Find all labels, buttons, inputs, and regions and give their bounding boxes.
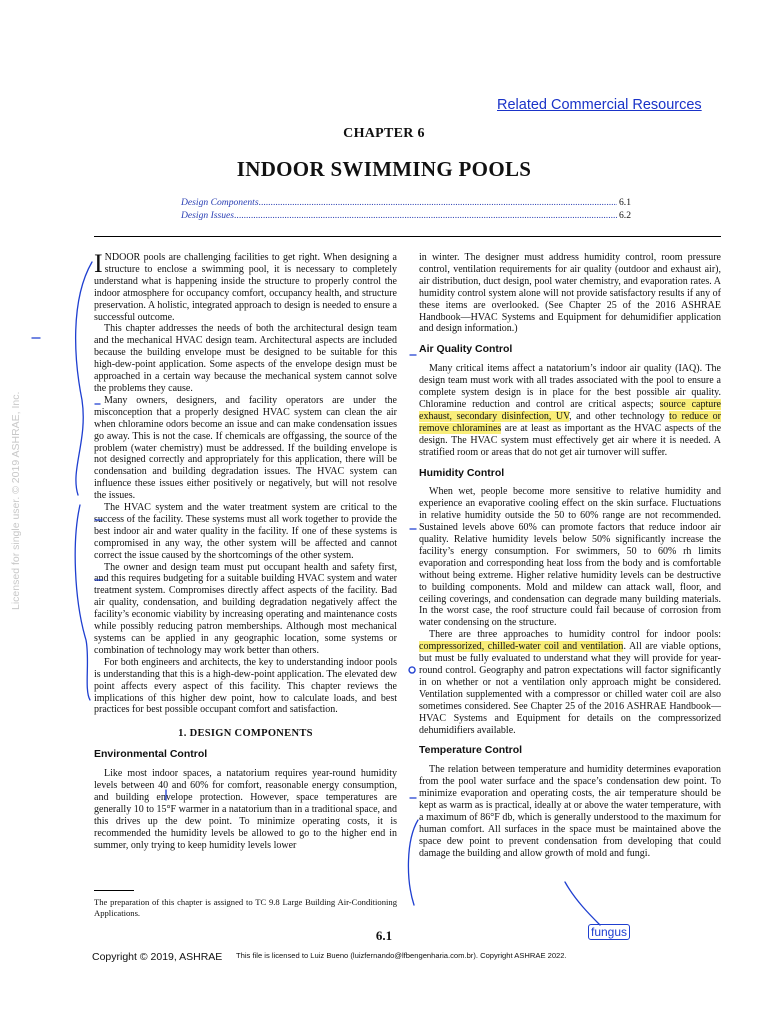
side-watermark: Licensed for single user. © 2019 ASHRAE, Inc.: [10, 391, 22, 610]
highlight-reduce-chloramines: to reduce or remove chloramines: [419, 410, 722, 434]
continued-paragraph: in winter. The designer must address humidity control, room pressure control, ventilation requirements for air quality (outdoor and exhaust air), air distribution, duct design, pool water chemistry, and evaporation rates. A humidity control system alone will not provide satisfactory results if any of these items are overlooked. (See Chapter 25 of the 2016 ASHRAE Handbook—HVAC Systems and Equipment for dehumidifier application and design information.): [419, 252, 721, 335]
intro-paragraph-6: For both engineers and architects, the key to understanding indoor pools is understanding that this is a high-dew-point application. The elevated dew point affects every aspect of this facility. This chapter reviews the implications of this higher dew point, how to calculate loads, and best practices for best possible occupant comfort and satisfaction.: [94, 656, 397, 716]
heading-humidity-control: Humidity Control: [419, 466, 505, 479]
footnote: The preparation of this chapter is assigned to TC 9.8 Large Building Air-Conditioning Applications.: [94, 897, 397, 918]
intro-paragraph-1: INDOOR pools are challenging facilities to get right. When designing a structure to enclose a swimming pool, it is necessary to completely understand what is happening inside the structure to properly control the indoor atmosphere for occupancy comfort, occupancy health, and structure preservation. A holistic, integrated approach to design is needed to ensure a successful outcome.: [94, 249, 397, 323]
margin-bracket-left-bottom: [75, 505, 90, 700]
toc-page: 6.2: [619, 210, 631, 221]
chapter-label: CHAPTER 6: [343, 126, 425, 141]
heading-air-quality-control: Air Quality Control: [419, 343, 513, 356]
copyright-notice: Copyright © 2019, ASHRAE: [92, 951, 223, 963]
intro-paragraph-3: Many owners, designers, and facility operators are under the misconception that a properly designed HVAC system can clean the air when chloramine odors become an issue and can make condensation issues go away. This is not the case. If chemicals are offgassing, the source of the problem (water chemistry) must be addressed. If the building envelope is not designed correctly and appropriately for this application, there will be condensation and building degradation issues. The HVAC system can influence these issues either positively or negatively, but will not resolve the issues.: [94, 394, 397, 502]
air-quality-paragraph: Many critical items affect a natatorium’s indoor air quality (IAQ). The design team must work with all trades associated with the pool to ensure a complete system design is in place for the best possible air quality. Chloramine reduction and control are critical aspects; source capture exhaust, secondary disinfection, UV, and other technology to reduce or remove chloramines are at least as important as the HVAC aspects of the design. The HVAC system must effectively get air where it is needed. A stratified room or areas that do not get air turnover will suffer.: [419, 363, 722, 458]
intro-paragraph-4: The HVAC system and the water treatment system are critical to the success of the facility. These systems must all work together to provide the best indoor air and water quality in the facility. If one of these systems is compromised in any way, the other system will be affected and cannot correct the issue caused by the shortcomings of the other system.: [94, 502, 397, 561]
humidity-paragraph-2: There are three approaches to humidity control for indoor pools: compressorized, chilled-water coil and ventilation. All are viable options, but must be fully evaluated to understand what they will provide for year-round control. Geography and patron expectations will factor significantly in on whether or not a ventilation only approach might be considered. Ventilation supplemented with a compressor or chilled water coil are also sometimes considered. See Chapter 25 of the 2016 ASHRAE Handbook—HVAC Systems and Equipment for details on the compressorized dehumidifiers available.: [419, 629, 721, 736]
drop-cap: I: [94, 249, 103, 278]
section-heading-design-components: 1. DESIGN COMPONENTS: [178, 728, 313, 740]
intro-paragraph-5: The owner and design team must put occupant health and safety first, and this requires budgeting for a suitable building HVAC system and water treatment system. Compromises directly affect aspects of the facility. Bad air quality, condensation, and building degradation negatively affect the facility’s economic viability by increasing operating and maintenance costs while possibly reducing patron memberships. Although most mechanical systems can be applied in any geographic location, some systems or combination of technology may work better than others.: [94, 561, 397, 656]
license-notice: This file is licensed to Luiz Bueno (luizfernando@lfbengenharia.com.br). Copyright ASHRAE 2022.: [236, 951, 567, 960]
page-title: INDOOR SWIMMING POOLS: [236, 157, 532, 181]
margin-bracket-left-top: [76, 262, 92, 495]
toc-label: Design Issues: [181, 210, 235, 221]
handwritten-annotation-fungus: fungus: [588, 924, 630, 940]
fungus-arrow: [565, 882, 600, 925]
page-number: 6.1: [375, 928, 393, 943]
highlight-three-approaches: compressorized, chilled-water coil and ventilation: [419, 641, 624, 653]
intro-paragraph-2: This chapter addresses the needs of both the architectural design team and the mechanical HVAC design team. Architectural aspects are included because the building envelope must be designed to be suitable for this high-dew-point application. Some aspects of the envelope design must be approached in a certain way because the mechanical system cannot solve the problems they cause.: [94, 323, 397, 394]
heading-environmental-control: Environmental Control: [94, 748, 208, 761]
margin-bracket-right-bottom: [408, 820, 418, 905]
toc-label: Design Components: [181, 197, 259, 208]
toc-page: 6.1: [619, 197, 631, 208]
margin-circle-right: [409, 667, 415, 673]
humidity-paragraph-1: When wet, people become more sensitive to relative humidity and experience an evaporative cooling effect on the skin surface. Fluctuations in relative humidity outside the 50 to 60% range are not recommended. Sustained levels above 60% can promote factors that reduce indoor air quality. Relative humidity levels below 50% significantly increase the facility’s energy consumption. For swimmers, 50 to 60% rh limits evaporation and corresponding heat loss from the body and is comfortable without being extreme. Higher relative humidity levels can be destructive to building components. Mold and mildew can attack wall, floor, and ceiling coverings, and condensation can degrade many building materials. In the worst case, the roof structure could fail because of corrosion from water condensing on the structure.: [419, 486, 721, 629]
related-commercial-resources-link[interactable]: Related Commercial Resources: [497, 97, 702, 113]
heading-temperature-control: Temperature Control: [419, 744, 523, 757]
temperature-paragraph: The relation between temperature and humidity determines evaporation from the pool water surface and the space’s condensation dew point. To minimize evaporation and operating costs, the air temperature should be kept as warm as is practical, ideally at or above the water temperature, with a maximum of 86°F db, which is generally understood to the maximum for human comfort. All surfaces in the space must be maintained above the space dew point to prevent condensation from developing that could damage the building and allow growth of mold and fungi.: [419, 764, 721, 859]
environmental-paragraph: Like most indoor spaces, a natatorium requires year-round humidity levels between 40 and 60% for comfort, reasonable energy consumption, and building envelope protection. However, space temperatures are generally 10 to 15°F warmer in a natatorium than in a traditional space, and this drives up the dew point. To minimize operating costs, it is recommended the humidity levels be allowed to go to the higher end in summer, only trying to keep humidity levels lower: [94, 768, 397, 851]
highlight-source-capture: source capture exhaust, secondary disinfection, UV: [419, 398, 721, 422]
